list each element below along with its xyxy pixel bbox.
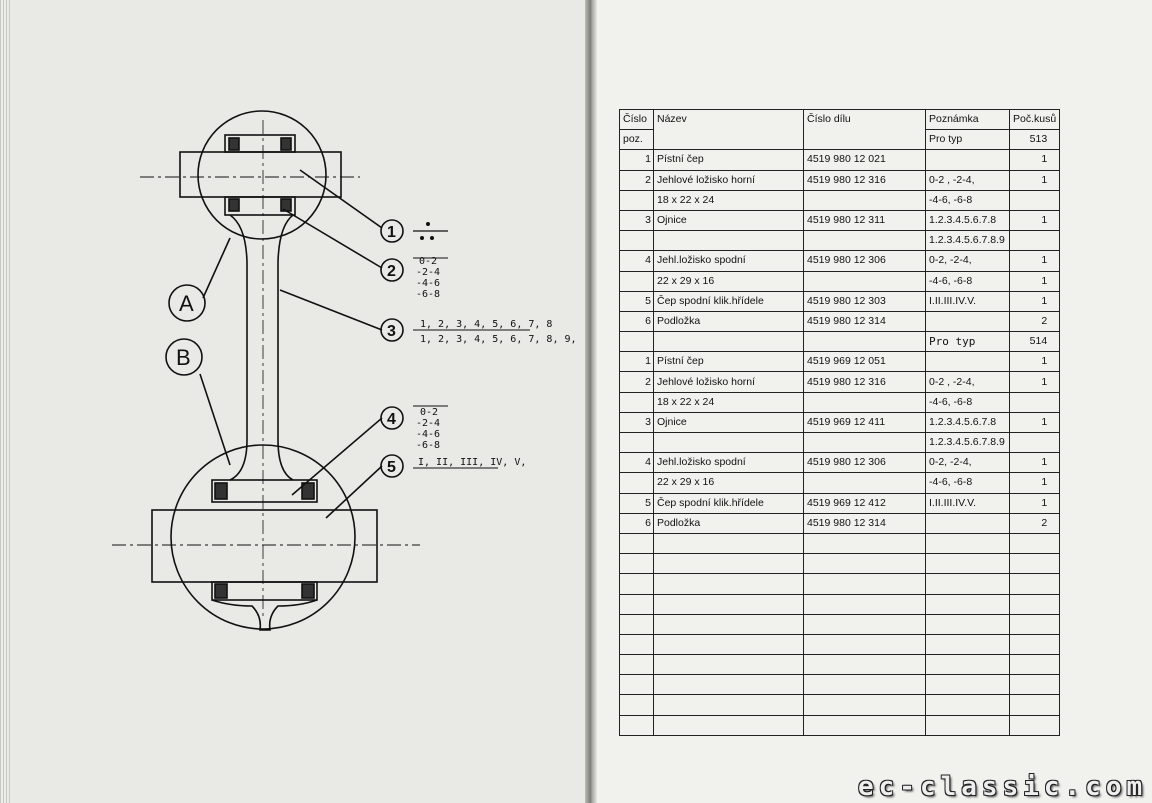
row-pos (620, 271, 654, 291)
row-pos: 1 (620, 352, 654, 372)
empty-table-row (620, 614, 1060, 634)
empty-cell (654, 675, 804, 695)
row-pos (620, 190, 654, 210)
row-pos (620, 433, 654, 453)
empty-cell (654, 554, 804, 574)
row-note: 1.2.3.4.5.6.7.8 (926, 412, 1010, 432)
empty-cell (926, 634, 1010, 654)
row-note (926, 513, 1010, 533)
empty-cell (804, 594, 926, 614)
row-count: 1 (1010, 291, 1060, 311)
empty-table-row (620, 554, 1060, 574)
view-a-label: A (179, 291, 194, 316)
row-name: Ojnice (654, 210, 804, 230)
row-pos: 3 (620, 210, 654, 230)
view-b-label: B (176, 345, 191, 370)
table-row (620, 513, 1060, 533)
empty-cell (620, 634, 654, 654)
row-name (654, 433, 804, 453)
row-part-no: 4519 980 12 306 (804, 251, 926, 271)
row-count: 1 (1010, 271, 1060, 291)
callout-3-line-1: 1, 2, 3, 4, 5, 6, 7, 8 (420, 319, 553, 330)
row-count: 1 (1010, 150, 1060, 170)
row-count: 1 (1010, 493, 1060, 513)
empty-table-row (620, 533, 1060, 553)
callout-3-number: 3 (387, 323, 396, 340)
empty-table-row (620, 695, 1060, 715)
row-note: -4-6, -6-8 (926, 190, 1010, 210)
empty-cell (926, 533, 1010, 553)
row-count: 1 (1010, 251, 1060, 271)
empty-cell (1010, 554, 1060, 574)
empty-cell (654, 634, 804, 654)
empty-cell (654, 574, 804, 594)
row-name: Pístní čep (654, 150, 804, 170)
row-part-no (804, 271, 926, 291)
empty-cell (804, 634, 926, 654)
row-part-no: 4519 969 12 411 (804, 412, 926, 432)
callout-2-line-2: -2-4 (416, 267, 441, 278)
empty-cell (620, 695, 654, 715)
row-count: 1 (1010, 170, 1060, 190)
row-name: 22 x 29 x 16 (654, 473, 804, 493)
row-pos: 6 (620, 513, 654, 533)
row-note: I.II.III.IV.V. (926, 493, 1010, 513)
empty-cell (804, 695, 926, 715)
empty-cell (620, 533, 654, 553)
row-part-no (804, 473, 926, 493)
row-part-no (804, 332, 926, 352)
row-note: 0-2 , -2-4, (926, 372, 1010, 392)
empty-cell (926, 594, 1010, 614)
empty-cell (1010, 574, 1060, 594)
empty-table-row (620, 594, 1060, 614)
empty-cell (926, 574, 1010, 594)
empty-cell (804, 675, 926, 695)
row-name: Čep spodní klik.hřídele (654, 493, 804, 513)
row-count: 2 (1010, 513, 1060, 533)
row-pos (620, 473, 654, 493)
row-name: 18 x 22 x 24 (654, 190, 804, 210)
row-name: Ojnice (654, 412, 804, 432)
callout-2-line-3: -4-6 (416, 278, 441, 289)
row-note: 0-2 , -2-4, (926, 170, 1010, 190)
row-note: 1.2.3.4.5.6.7.8 (926, 210, 1010, 230)
header-note-sub: Pro typ (926, 130, 1010, 150)
row-note (926, 352, 1010, 372)
header-part-no: Číslo dílu (804, 110, 926, 150)
empty-cell (1010, 594, 1060, 614)
empty-cell (926, 695, 1010, 715)
row-part-no (804, 190, 926, 210)
row-pos: 5 (620, 493, 654, 513)
table-row (620, 231, 1060, 251)
row-name: 22 x 29 x 16 (654, 271, 804, 291)
row-part-no (804, 231, 926, 251)
row-note: I.II.III.IV.V. (926, 291, 1010, 311)
empty-cell (804, 715, 926, 735)
row-note: 1.2.3.4.5.6.7.8.9 (926, 433, 1010, 453)
empty-cell (1010, 614, 1060, 634)
empty-cell (620, 655, 654, 675)
empty-cell (620, 675, 654, 695)
row-count: 1 (1010, 352, 1060, 372)
empty-cell (1010, 715, 1060, 735)
table-row (620, 332, 1060, 352)
row-name (654, 332, 804, 352)
row-note: 1.2.3.4.5.6.7.8.9 (926, 231, 1010, 251)
callout-4-line-2: -2-4 (416, 418, 441, 429)
row-part-no: 4519 980 12 314 (804, 311, 926, 331)
row-note: 0-2, -2-4, (926, 453, 1010, 473)
callout-4-line-4: -6-8 (416, 440, 441, 451)
row-part-no: 4519 980 12 306 (804, 453, 926, 473)
empty-cell (620, 574, 654, 594)
row-part-no: 4519 969 12 412 (804, 493, 926, 513)
empty-cell (1010, 695, 1060, 715)
row-part-no: 4519 980 12 316 (804, 170, 926, 190)
callout-1-number: 1 (387, 224, 396, 241)
row-count: 1 (1010, 453, 1060, 473)
row-name: Jehl.ložisko spodní (654, 453, 804, 473)
table-row (620, 392, 1060, 412)
callout-2-line-1: 0-2 (419, 256, 438, 267)
callout-5-number: 5 (387, 459, 396, 476)
row-note (926, 311, 1010, 331)
empty-cell (926, 554, 1010, 574)
empty-cell (620, 594, 654, 614)
header-name: Název (654, 110, 804, 150)
row-note: -4-6, -6-8 (926, 271, 1010, 291)
empty-cell (926, 675, 1010, 695)
table-row (620, 190, 1060, 210)
row-note (926, 150, 1010, 170)
empty-cell (1010, 655, 1060, 675)
table-row (620, 493, 1060, 513)
table-row (620, 210, 1060, 230)
table-row (620, 150, 1060, 170)
empty-table-row (620, 634, 1060, 654)
callout-3-line-2: 1, 2, 3, 4, 5, 6, 7, 8, 9, (420, 334, 577, 345)
empty-cell (654, 715, 804, 735)
table-row (620, 271, 1060, 291)
row-name: Jehlové ložisko horní (654, 170, 804, 190)
row-pos (620, 332, 654, 352)
empty-table-row (620, 675, 1060, 695)
table-row (620, 352, 1060, 372)
callout-5-line-1: I, II, III, IV, V, (418, 457, 527, 468)
header-count: Poč.kusů (1010, 110, 1060, 130)
empty-cell (654, 594, 804, 614)
empty-cell (1010, 533, 1060, 553)
row-count: 1 (1010, 210, 1060, 230)
row-name: Jehlové ložisko horní (654, 372, 804, 392)
row-pos: 4 (620, 453, 654, 473)
empty-cell (620, 554, 654, 574)
empty-cell (926, 655, 1010, 675)
row-count (1010, 392, 1060, 412)
header-note: Poznámka (926, 110, 1010, 130)
empty-cell (1010, 634, 1060, 654)
row-note: 0-2, -2-4, (926, 251, 1010, 271)
row-pos (620, 231, 654, 251)
empty-table-row (620, 574, 1060, 594)
row-part-no: 4519 980 12 021 (804, 150, 926, 170)
row-pos: 1 (620, 150, 654, 170)
callout-2-number: 2 (387, 263, 396, 280)
row-part-no: 4519 980 12 303 (804, 291, 926, 311)
row-name: Jehl.ložisko spodní (654, 251, 804, 271)
empty-cell (926, 715, 1010, 735)
empty-cell (926, 614, 1010, 634)
empty-cell (620, 614, 654, 634)
row-count: 1 (1010, 372, 1060, 392)
header-pos-sub: poz. (620, 130, 654, 150)
table-row (620, 372, 1060, 392)
row-count: 1 (1010, 412, 1060, 432)
row-pos: 3 (620, 412, 654, 432)
watermark: ec-classic.com (858, 772, 1148, 802)
row-name: Podložka (654, 311, 804, 331)
row-part-no (804, 433, 926, 453)
table-row (620, 473, 1060, 493)
empty-cell (804, 554, 926, 574)
empty-table-row (620, 655, 1060, 675)
empty-cell (620, 715, 654, 735)
callout-4-line-3: -4-6 (416, 429, 441, 440)
row-name: Čep spodní klik.hřídele (654, 291, 804, 311)
empty-cell (654, 695, 804, 715)
table-row (620, 170, 1060, 190)
table-row (620, 251, 1060, 271)
row-pos: 2 (620, 170, 654, 190)
row-part-no: 4519 980 12 316 (804, 372, 926, 392)
row-count: 2 (1010, 311, 1060, 331)
empty-cell (654, 533, 804, 553)
empty-cell (804, 614, 926, 634)
empty-cell (654, 614, 804, 634)
table-header-row (620, 110, 1060, 130)
row-name: Podložka (654, 513, 804, 533)
row-note: -4-6, -6-8 (926, 473, 1010, 493)
row-pos: 2 (620, 372, 654, 392)
table-row (620, 311, 1060, 331)
row-name (654, 231, 804, 251)
header-pos: Číslo (620, 110, 654, 130)
row-count (1010, 433, 1060, 453)
table-row (620, 291, 1060, 311)
empty-table-row (620, 715, 1060, 735)
empty-cell (654, 655, 804, 675)
row-pos: 5 (620, 291, 654, 311)
row-part-no: 4519 980 12 314 (804, 513, 926, 533)
empty-cell (804, 574, 926, 594)
row-note: -4-6, -6-8 (926, 392, 1010, 412)
row-part-no: 4519 980 12 311 (804, 210, 926, 230)
row-pos: 6 (620, 311, 654, 331)
row-name: 18 x 22 x 24 (654, 392, 804, 412)
empty-cell (804, 533, 926, 553)
parts-table (619, 109, 1060, 736)
row-pos (620, 392, 654, 412)
row-note: Pro typ (926, 332, 1010, 352)
table-row (620, 453, 1060, 473)
row-pos: 4 (620, 251, 654, 271)
table-row (620, 412, 1060, 432)
header-count-sub: 513 (1010, 130, 1060, 150)
row-part-no: 4519 969 12 051 (804, 352, 926, 372)
empty-cell (804, 655, 926, 675)
row-part-no (804, 392, 926, 412)
table-row (620, 433, 1060, 453)
row-count (1010, 231, 1060, 251)
callout-2-line-4: -6-8 (416, 289, 441, 300)
empty-cell (1010, 675, 1060, 695)
row-count: 514 (1010, 332, 1060, 352)
row-name: Pístní čep (654, 352, 804, 372)
callout-4-line-1: 0-2 (420, 407, 439, 418)
row-count (1010, 190, 1060, 210)
callout-4-number: 4 (387, 411, 396, 428)
row-count: 1 (1010, 473, 1060, 493)
